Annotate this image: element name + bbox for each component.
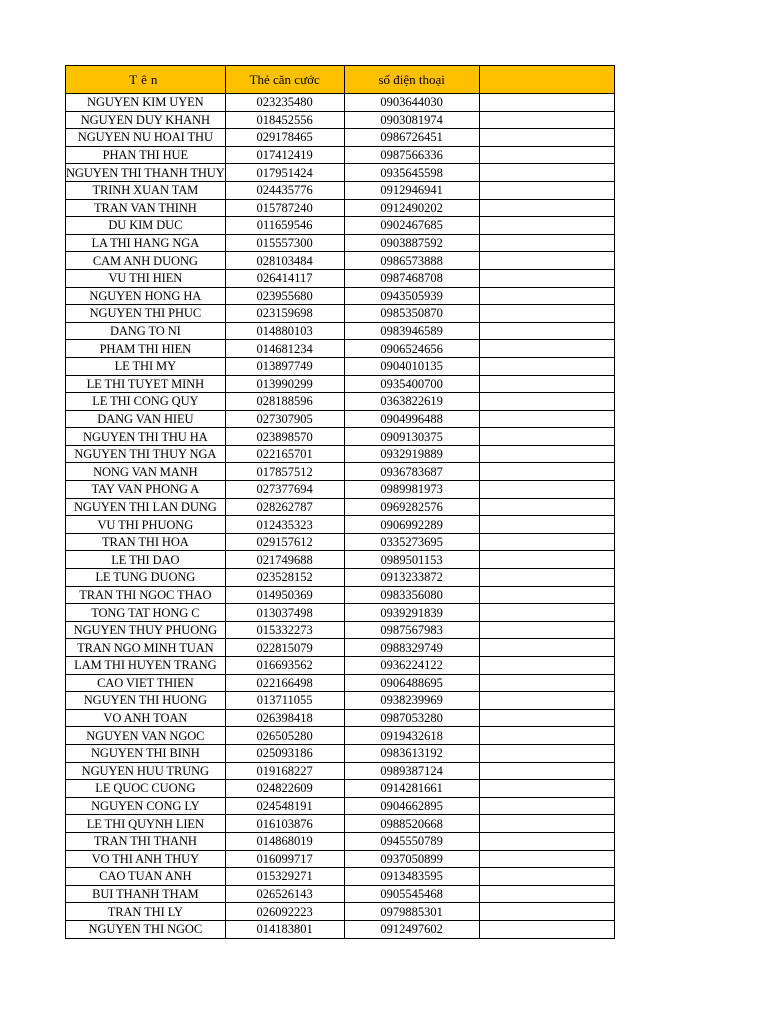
id-card-cell[interactable]: 022166498 [225,674,344,692]
phone-cell[interactable]: 0904010135 [344,357,479,375]
phone-cell[interactable]: 0983946589 [344,322,479,340]
phone-cell[interactable]: 0943505939 [344,287,479,305]
name-cell[interactable]: VU THI PHUONG [66,516,226,534]
phone-cell[interactable]: 0936224122 [344,657,479,675]
name-cell[interactable]: LE TUNG DUONG [66,569,226,587]
id-card-cell[interactable]: 015557300 [225,234,344,252]
phone-cell[interactable]: 0983356080 [344,586,479,604]
table-row [66,129,615,147]
name-cell[interactable]: LE THI MY [66,357,226,375]
id-card-cell[interactable]: 023235480 [225,94,344,112]
empty-cell[interactable] [479,920,614,938]
id-card-cell[interactable]: 023898570 [225,428,344,446]
name-cell[interactable]: TRINH XUAN TAM [66,181,226,199]
empty-cell[interactable] [479,551,614,569]
phone-cell[interactable]: 0989387124 [344,762,479,780]
table-row [66,234,615,252]
name-cell[interactable]: NGUYEN HONG HA [66,287,226,305]
name-cell[interactable]: NGUYEN CONG LY [66,797,226,815]
table-row [66,498,615,516]
id-card-cell[interactable]: 014950369 [225,586,344,604]
table-row [66,692,615,710]
name-cell[interactable]: NGUYEN VAN NGOC [66,727,226,745]
id-card-cell[interactable]: 016103876 [225,815,344,833]
phone-cell[interactable]: 0987053280 [344,709,479,727]
phone-cell[interactable]: 0906992289 [344,516,479,534]
id-card-cell[interactable]: 022165701 [225,445,344,463]
id-card-cell[interactable]: 016693562 [225,657,344,675]
empty-cell[interactable] [479,463,614,481]
contact-table [65,65,615,939]
phone-cell[interactable]: 0912497602 [344,920,479,938]
id-card-cell[interactable]: 014183801 [225,920,344,938]
phone-cell[interactable]: 0935400700 [344,375,479,393]
name-cell[interactable]: TRAN VAN THINH [66,199,226,217]
id-card-cell[interactable]: 016099717 [225,850,344,868]
phone-cell[interactable]: 0945550789 [344,832,479,850]
empty-cell[interactable] [479,657,614,675]
table-row [66,868,615,886]
table-row [66,533,615,551]
name-cell[interactable]: NGUYEN THI PHUC [66,305,226,323]
table-row [66,164,615,182]
header-name[interactable]: Tên [66,66,226,94]
table-row [66,885,615,903]
name-cell[interactable]: NGUYEN KIM UYEN [66,94,226,112]
header-id-card[interactable]: Thẻ căn cước [225,66,344,94]
table-row [66,410,615,428]
name-cell[interactable]: NGUYEN THI THUY NGA [66,445,226,463]
id-card-cell[interactable]: 026092223 [225,903,344,921]
id-card-cell[interactable]: 024548191 [225,797,344,815]
table-row [66,762,615,780]
phone-cell[interactable]: 0936783687 [344,463,479,481]
name-cell[interactable]: NGUYEN NU HOAI THU [66,129,226,147]
name-cell[interactable]: LE THI CONG QUY [66,393,226,411]
id-card-cell[interactable]: 014868019 [225,832,344,850]
empty-cell[interactable] [479,868,614,886]
empty-cell[interactable] [479,569,614,587]
phone-cell[interactable]: 0988329749 [344,639,479,657]
phone-cell[interactable]: 0937050899 [344,850,479,868]
empty-cell[interactable] [479,727,614,745]
phone-cell[interactable]: 0987566336 [344,146,479,164]
empty-cell[interactable] [479,639,614,657]
phone-cell[interactable]: 0912490202 [344,199,479,217]
phone-cell[interactable]: 0902467685 [344,217,479,235]
empty-cell[interactable] [479,94,614,112]
id-card-cell[interactable]: 026526143 [225,885,344,903]
id-card-cell[interactable]: 029178465 [225,129,344,147]
name-cell[interactable]: VO ANH TOAN [66,709,226,727]
table-row [66,780,615,798]
phone-cell[interactable]: 0987567983 [344,621,479,639]
id-card-cell[interactable]: 022815079 [225,639,344,657]
empty-cell[interactable] [479,692,614,710]
empty-cell[interactable] [479,305,614,323]
empty-cell[interactable] [479,709,614,727]
id-card-cell[interactable]: 024435776 [225,181,344,199]
id-card-cell[interactable]: 015332273 [225,621,344,639]
name-cell[interactable]: NONG VAN MANH [66,463,226,481]
empty-cell[interactable] [479,533,614,551]
name-cell[interactable]: PHAN THI HUE [66,146,226,164]
id-card-cell[interactable]: 014681234 [225,340,344,358]
table-row [66,850,615,868]
id-card-cell[interactable]: 014880103 [225,322,344,340]
name-cell[interactable]: NGUYEN THI BINH [66,744,226,762]
phone-cell[interactable]: 0906488695 [344,674,479,692]
id-card-cell[interactable]: 019168227 [225,762,344,780]
id-card-cell[interactable]: 023955680 [225,287,344,305]
id-card-cell[interactable]: 021749688 [225,551,344,569]
phone-cell[interactable]: 0986573888 [344,252,479,270]
phone-cell[interactable]: 0905545468 [344,885,479,903]
empty-cell[interactable] [479,815,614,833]
empty-cell[interactable] [479,428,614,446]
id-card-cell[interactable]: 029157612 [225,533,344,551]
table-row [66,252,615,270]
id-card-cell[interactable]: 024822609 [225,780,344,798]
header-empty[interactable] [479,66,614,94]
name-cell[interactable]: LE THI DAO [66,551,226,569]
name-cell[interactable]: VO THI ANH THUY [66,850,226,868]
phone-cell[interactable]: 0912946941 [344,181,479,199]
phone-cell[interactable]: 0913483595 [344,868,479,886]
phone-cell[interactable]: 0914281661 [344,780,479,798]
empty-cell[interactable] [479,744,614,762]
name-cell[interactable]: NGUYEN THUY PHUONG [66,621,226,639]
empty-cell[interactable] [479,604,614,622]
table-row [66,481,615,499]
empty-cell[interactable] [479,217,614,235]
empty-cell[interactable] [479,885,614,903]
phone-cell[interactable]: 0969282576 [344,498,479,516]
table-row [66,428,615,446]
id-card-cell[interactable]: 015787240 [225,199,344,217]
empty-cell[interactable] [479,357,614,375]
id-card-cell[interactable]: 011659546 [225,217,344,235]
name-cell[interactable]: CAM ANH DUONG [66,252,226,270]
name-cell[interactable]: PHAM THI HIEN [66,340,226,358]
phone-cell[interactable]: 0983613192 [344,744,479,762]
table-row [66,815,615,833]
empty-cell[interactable] [479,393,614,411]
table-row [66,463,615,481]
empty-cell[interactable] [479,129,614,147]
table-row [66,217,615,235]
table-row [66,111,615,129]
table-row [66,516,615,534]
empty-cell[interactable] [479,234,614,252]
table-row [66,551,615,569]
table-row [66,832,615,850]
name-cell[interactable]: NGUYEN THI HUONG [66,692,226,710]
id-card-cell[interactable]: 026414117 [225,269,344,287]
id-card-cell[interactable]: 026505280 [225,727,344,745]
id-card-cell[interactable]: 026398418 [225,709,344,727]
table-row [66,287,615,305]
phone-cell[interactable]: 0335273695 [344,533,479,551]
empty-cell[interactable] [479,832,614,850]
empty-cell[interactable] [479,269,614,287]
id-card-cell[interactable]: 017412419 [225,146,344,164]
table-row [66,199,615,217]
phone-cell[interactable]: 0989981973 [344,481,479,499]
header-row [66,66,615,94]
phone-cell[interactable]: 0987468708 [344,269,479,287]
table-row [66,146,615,164]
phone-cell[interactable]: 0904996488 [344,410,479,428]
empty-cell[interactable] [479,340,614,358]
phone-cell[interactable]: 0919432618 [344,727,479,745]
id-card-cell[interactable]: 028103484 [225,252,344,270]
table-row [66,674,615,692]
phone-cell[interactable]: 0979885301 [344,903,479,921]
empty-cell[interactable] [479,181,614,199]
empty-cell[interactable] [479,481,614,499]
empty-cell[interactable] [479,516,614,534]
table-row [66,709,615,727]
id-card-cell[interactable]: 018452556 [225,111,344,129]
empty-cell[interactable] [479,674,614,692]
empty-cell[interactable] [479,445,614,463]
phone-cell[interactable]: 0985350870 [344,305,479,323]
table-row [66,322,615,340]
empty-cell[interactable] [479,252,614,270]
name-cell[interactable]: TAY VAN PHONG A [66,481,226,499]
id-card-cell[interactable]: 013711055 [225,692,344,710]
name-cell[interactable]: TRAN THI THANH [66,832,226,850]
phone-cell[interactable]: 0938239969 [344,692,479,710]
table-row [66,727,615,745]
id-card-cell[interactable]: 027307905 [225,410,344,428]
phone-cell[interactable]: 0906524656 [344,340,479,358]
table-row [66,903,615,921]
table-row [66,393,615,411]
phone-cell[interactable]: 0363822619 [344,393,479,411]
empty-cell[interactable] [479,903,614,921]
id-card-cell[interactable]: 028262787 [225,498,344,516]
table-row [66,181,615,199]
empty-cell[interactable] [479,410,614,428]
empty-cell[interactable] [479,287,614,305]
phone-cell[interactable]: 0932919889 [344,445,479,463]
id-card-cell[interactable]: 015329271 [225,868,344,886]
empty-cell[interactable] [479,586,614,604]
empty-cell[interactable] [479,797,614,815]
name-cell[interactable]: LAM THI HUYEN TRANG [66,657,226,675]
name-cell[interactable]: TRAN THI HOA [66,533,226,551]
table-row [66,920,615,938]
table-row [66,340,615,358]
empty-cell[interactable] [479,850,614,868]
id-card-cell[interactable]: 012435323 [225,516,344,534]
empty-cell[interactable] [479,498,614,516]
phone-cell[interactable]: 0903081974 [344,111,479,129]
name-cell[interactable]: LE THI TUYET MINH [66,375,226,393]
phone-cell[interactable]: 0988520668 [344,815,479,833]
name-cell[interactable]: DANG VAN HIEU [66,410,226,428]
name-cell[interactable]: NGUYEN HUU TRUNG [66,762,226,780]
name-cell[interactable]: TRAN NGO MINH TUAN [66,639,226,657]
id-card-cell[interactable]: 013037498 [225,604,344,622]
phone-cell[interactable]: 0939291839 [344,604,479,622]
table-row [66,445,615,463]
empty-cell[interactable] [479,322,614,340]
id-card-cell[interactable]: 013990299 [225,375,344,393]
table-row [66,375,615,393]
phone-cell[interactable]: 0989501153 [344,551,479,569]
table-row [66,639,615,657]
table-row [66,94,615,112]
phone-cell[interactable]: 0904662895 [344,797,479,815]
name-cell[interactable]: LE THI QUYNH LIEN [66,815,226,833]
empty-cell[interactable] [479,762,614,780]
phone-cell[interactable]: 0903887592 [344,234,479,252]
name-cell[interactable]: NGUYEN THI NGOC [66,920,226,938]
table-row [66,657,615,675]
name-cell[interactable]: LA THI HANG NGA [66,234,226,252]
table-row [66,744,615,762]
header-phone[interactable]: số điện thoại [344,66,479,94]
table-row [66,569,615,587]
name-cell[interactable]: TRAN THI NGOC THAO [66,586,226,604]
name-cell[interactable]: TONG TAT HONG C [66,604,226,622]
table-row [66,357,615,375]
phone-cell[interactable]: 0909130375 [344,428,479,446]
id-card-cell[interactable]: 013897749 [225,357,344,375]
name-cell[interactable]: LE QUOC CUONG [66,780,226,798]
name-cell[interactable]: CAO VIET THIEN [66,674,226,692]
table-row [66,797,615,815]
empty-cell[interactable] [479,164,614,182]
id-card-cell[interactable]: 025093186 [225,744,344,762]
name-cell[interactable]: CAO TUAN ANH [66,868,226,886]
name-cell[interactable]: BUI THANH THAM [66,885,226,903]
name-cell[interactable]: DU KIM DUC [66,217,226,235]
name-cell[interactable]: NGUYEN THI LAN DUNG [66,498,226,516]
name-cell[interactable]: NGUYEN THI THANH THUY [66,165,225,180]
id-card-cell[interactable]: 017951424 [225,164,344,182]
table-row [66,269,615,287]
id-card-cell[interactable]: 017857512 [225,463,344,481]
id-card-cell[interactable]: 027377694 [225,481,344,499]
empty-cell[interactable] [479,111,614,129]
id-card-cell[interactable]: 028188596 [225,393,344,411]
name-cell[interactable]: NGUYEN DUY KHANH [66,111,226,129]
name-cell[interactable]: VU THI HIEN [66,269,226,287]
name-cell[interactable]: DANG TO NI [66,322,226,340]
table-row [66,604,615,622]
spreadsheet [65,65,615,939]
table-row [66,621,615,639]
phone-cell[interactable]: 0913233872 [344,569,479,587]
empty-cell[interactable] [479,780,614,798]
phone-cell[interactable]: 0986726451 [344,129,479,147]
name-cell[interactable]: NGUYEN THI THU HA [66,428,226,446]
empty-cell[interactable] [479,621,614,639]
table-row [66,586,615,604]
id-card-cell[interactable]: 023159698 [225,305,344,323]
name-cell[interactable]: TRAN THI LY [66,903,226,921]
empty-cell[interactable] [479,146,614,164]
id-card-cell[interactable]: 023528152 [225,569,344,587]
table-row [66,305,615,323]
phone-cell[interactable]: 0903644030 [344,94,479,112]
empty-cell[interactable] [479,375,614,393]
empty-cell[interactable] [479,199,614,217]
phone-cell[interactable]: 0935645598 [344,164,479,182]
